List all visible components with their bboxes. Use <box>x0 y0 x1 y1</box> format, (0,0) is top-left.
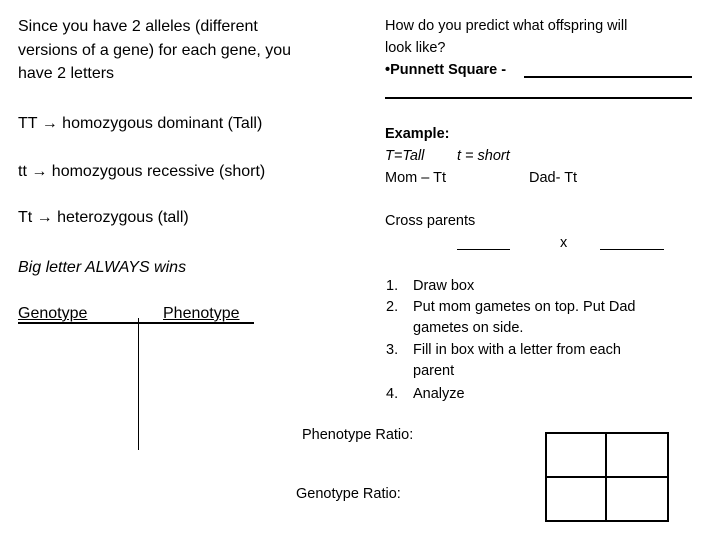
blank-line <box>457 249 510 250</box>
step-text: Analyze <box>413 386 465 402</box>
arrow-right-icon: → <box>31 163 48 180</box>
term-code: Tt <box>18 209 33 226</box>
question-line: look like? <box>385 40 446 56</box>
blank-line <box>524 76 692 78</box>
punnett-bullet: •Punnett Square - <box>385 62 507 78</box>
step-number: 3. <box>386 342 399 358</box>
step-text: gametes on side. <box>413 320 524 336</box>
step-number: 1. <box>386 278 399 294</box>
example-heading: Example: <box>385 126 450 142</box>
intro-line: Since you have 2 alleles (different <box>18 18 258 35</box>
term-homozygous-recessive <box>18 164 265 180</box>
step-text: Put mom gametes on top. Put Dad <box>413 299 636 315</box>
step-text: parent <box>413 363 455 379</box>
cross-label: Cross parents <box>385 213 476 229</box>
term-text: heterozygous (tall) <box>57 209 189 226</box>
blank-line <box>385 97 692 99</box>
arrow-right-icon: → <box>36 209 53 226</box>
arrow-right-icon: → <box>41 115 58 132</box>
genotype-ratio-label: Genotype Ratio: <box>296 486 401 502</box>
dominance-rule: Big letter ALWAYS wins <box>18 259 187 276</box>
intro-line: versions of a gene) for each gene, you <box>18 42 292 59</box>
dad-genotype: Dad- Tt <box>529 170 578 186</box>
punnett-square-grid <box>545 432 669 522</box>
tchart-vertical-line <box>138 318 139 450</box>
tchart-genotype-header: Genotype <box>18 305 88 322</box>
term-homozygous-dominant <box>18 116 262 132</box>
step-text: Draw box <box>413 278 475 294</box>
key-recessive: t = short <box>457 148 510 164</box>
phenotype-ratio-label: Phenotype Ratio: <box>302 427 414 443</box>
term-text: homozygous recessive (short) <box>51 163 266 180</box>
step-text: Fill in box with a letter from each <box>413 342 621 358</box>
intro-line: have 2 letters <box>18 65 115 82</box>
question-line: How do you predict what offspring will <box>385 18 628 34</box>
key-dominant: T=Tall <box>385 148 425 164</box>
term-heterozygous <box>18 210 189 226</box>
grid-divider-horizontal <box>547 476 667 478</box>
cross-operator: x <box>560 235 568 251</box>
blank-line <box>600 249 664 250</box>
step-number: 4. <box>386 386 399 402</box>
tchart-horizontal-line <box>18 322 254 324</box>
tchart-phenotype-header: Phenotype <box>163 305 240 322</box>
term-code: TT <box>18 115 38 132</box>
step-number: 2. <box>386 299 399 315</box>
term-text: homozygous dominant (Tall) <box>62 115 263 132</box>
mom-genotype: Mom – Tt <box>385 170 446 186</box>
term-code: tt <box>18 163 27 180</box>
